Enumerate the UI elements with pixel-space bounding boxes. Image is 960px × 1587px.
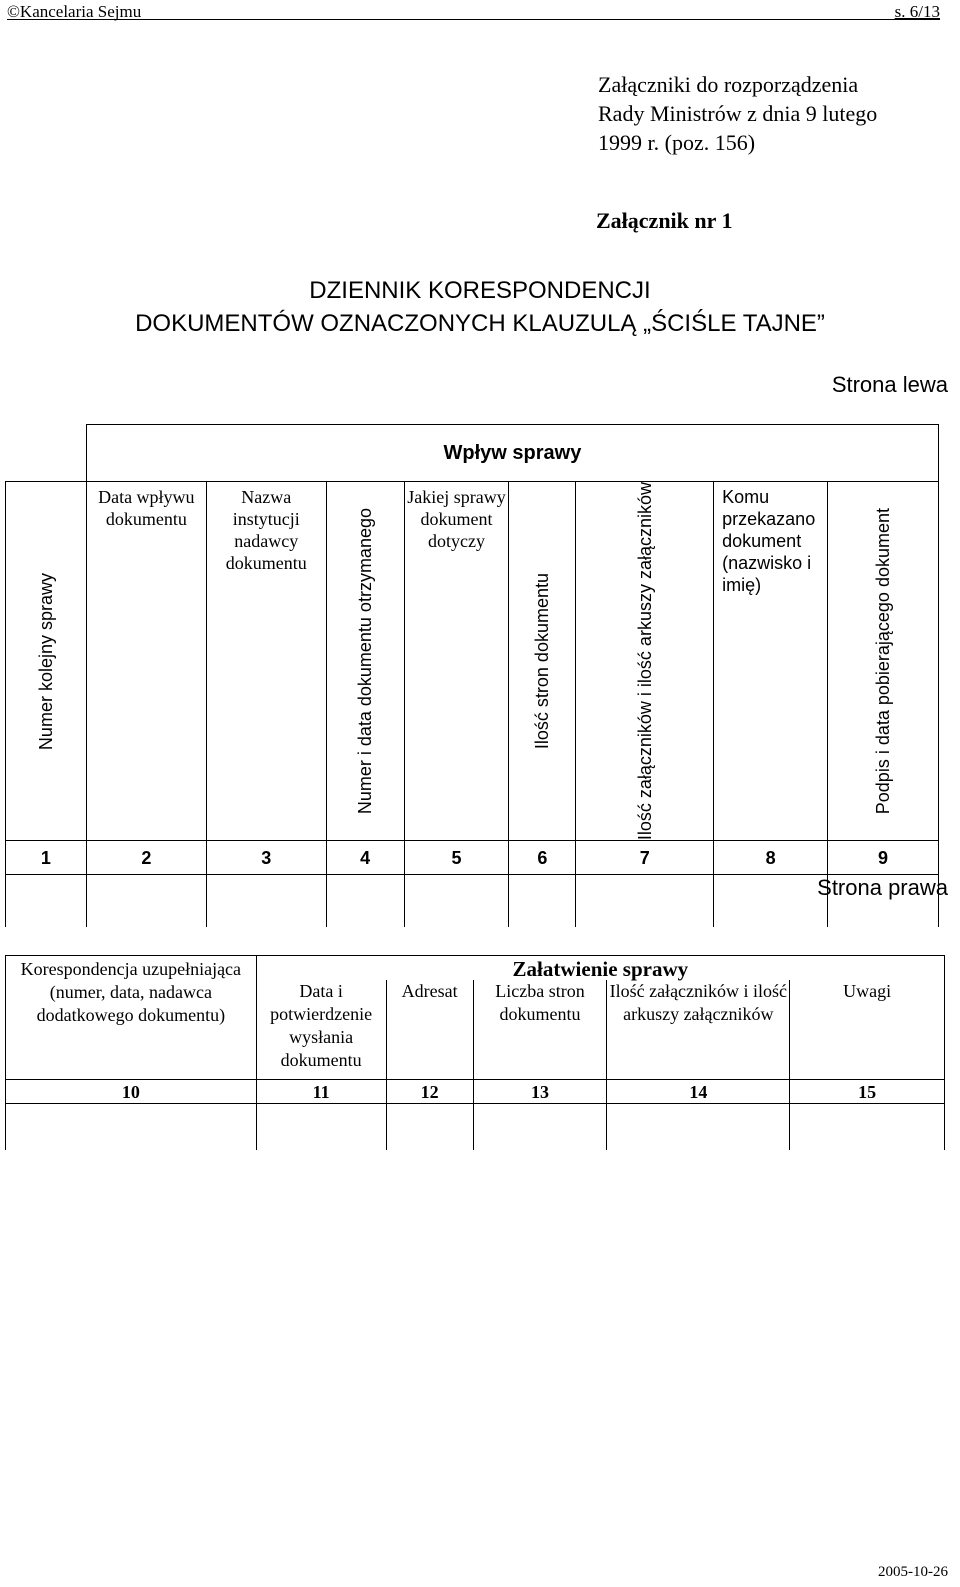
column-number: 7 bbox=[576, 841, 714, 875]
column-number: 14 bbox=[607, 1080, 790, 1104]
column-number: 8 bbox=[714, 841, 828, 875]
empty-entry-cell[interactable] bbox=[714, 875, 828, 927]
column-number: 5 bbox=[404, 841, 509, 875]
empty-entry-cell[interactable] bbox=[607, 1104, 790, 1150]
empty-entry-cell[interactable] bbox=[206, 875, 326, 927]
footer-date: 2005-10-26 bbox=[878, 1564, 948, 1580]
empty-entry-cell[interactable] bbox=[326, 875, 404, 927]
column-number: 15 bbox=[790, 1080, 945, 1104]
header-divider bbox=[7, 19, 940, 20]
empty-entry-cell[interactable] bbox=[256, 1104, 386, 1150]
annex-reference bbox=[598, 70, 938, 157]
annex-number: Załącznik nr 1 bbox=[596, 208, 733, 233]
empty-entry-cell[interactable] bbox=[790, 1104, 945, 1150]
column-header: Numer kolejny sprawy bbox=[6, 482, 87, 841]
column-header: Liczba stron dokumentu bbox=[473, 980, 607, 1080]
empty-entry-cell[interactable] bbox=[6, 1104, 257, 1150]
column-number: 10 bbox=[6, 1080, 257, 1104]
column-header: Adresat bbox=[386, 980, 473, 1080]
column-number: 12 bbox=[386, 1080, 473, 1104]
empty-entry-cell[interactable] bbox=[386, 1104, 473, 1150]
empty-entry-cell[interactable] bbox=[6, 875, 87, 927]
column-header: Ilość załączników i ilość arkuszy załączników bbox=[576, 482, 714, 841]
header-blank-cell bbox=[6, 425, 87, 482]
header-page-number[interactable]: s. 6/13 bbox=[894, 2, 940, 21]
empty-entry-cell[interactable] bbox=[86, 875, 206, 927]
empty-entry-cell[interactable] bbox=[509, 875, 576, 927]
column-header: Data wpływu dokumentu bbox=[86, 482, 206, 841]
annex-line: Rady Ministrów z dnia 9 lutego bbox=[598, 101, 878, 126]
column-header: Ilość stron dokumentu bbox=[509, 482, 576, 841]
column-number: 9 bbox=[828, 841, 939, 875]
incoming-table bbox=[5, 424, 939, 927]
column-number: 6 bbox=[509, 841, 576, 875]
column-header: Numer i data dokumentu otrzymanego bbox=[326, 482, 404, 841]
header-source: ©Kancelaria Sejmu bbox=[7, 2, 142, 21]
column-header: Data i potwierdzenie wysłania dokumentu bbox=[256, 980, 386, 1080]
column-number: 2 bbox=[86, 841, 206, 875]
document-title-line1: DZIENNIK KORESPONDENCJI bbox=[309, 277, 651, 304]
empty-entry-cell[interactable] bbox=[576, 875, 714, 927]
right-page-label: Strona prawa bbox=[817, 875, 948, 900]
column-header: Ilość załączników i ilość arkuszy załączników bbox=[607, 980, 790, 1080]
annex-line: Załączniki do rozporządzenia bbox=[598, 72, 859, 97]
empty-entry-cell[interactable] bbox=[404, 875, 509, 927]
resolution-group-header: Załatwienie sprawy bbox=[256, 956, 944, 980]
column-number: 3 bbox=[206, 841, 326, 875]
column-header: Komu przekazano dokument (nazwisko i imię) bbox=[714, 482, 828, 841]
left-page-label: Strona lewa bbox=[831, 372, 948, 397]
column-number: 4 bbox=[326, 841, 404, 875]
document-title-line2: DOKUMENTÓW OZNACZONYCH KLAUZULĄ „ŚCIŚLE TAJNE” bbox=[135, 310, 825, 337]
column-header: Korespondencja uzupełniająca (numer, data, nadawca dodatkowego dokumentu) bbox=[6, 956, 257, 1080]
column-number: 1 bbox=[6, 841, 87, 875]
resolution-table bbox=[5, 955, 945, 1150]
column-header: Podpis i data pobierającego dokument bbox=[828, 482, 939, 841]
column-number: 13 bbox=[473, 1080, 607, 1104]
column-number: 11 bbox=[256, 1080, 386, 1104]
column-header: Uwagi bbox=[790, 980, 945, 1080]
incoming-group-header: Wpływ sprawy bbox=[86, 425, 938, 482]
column-header: Nazwa instytucji nadawcy dokumentu bbox=[206, 482, 326, 841]
column-header: Jakiej sprawy dokument dotyczy bbox=[404, 482, 509, 841]
empty-entry-cell[interactable] bbox=[473, 1104, 607, 1150]
annex-line: 1999 r. (poz. 156) bbox=[598, 130, 756, 155]
